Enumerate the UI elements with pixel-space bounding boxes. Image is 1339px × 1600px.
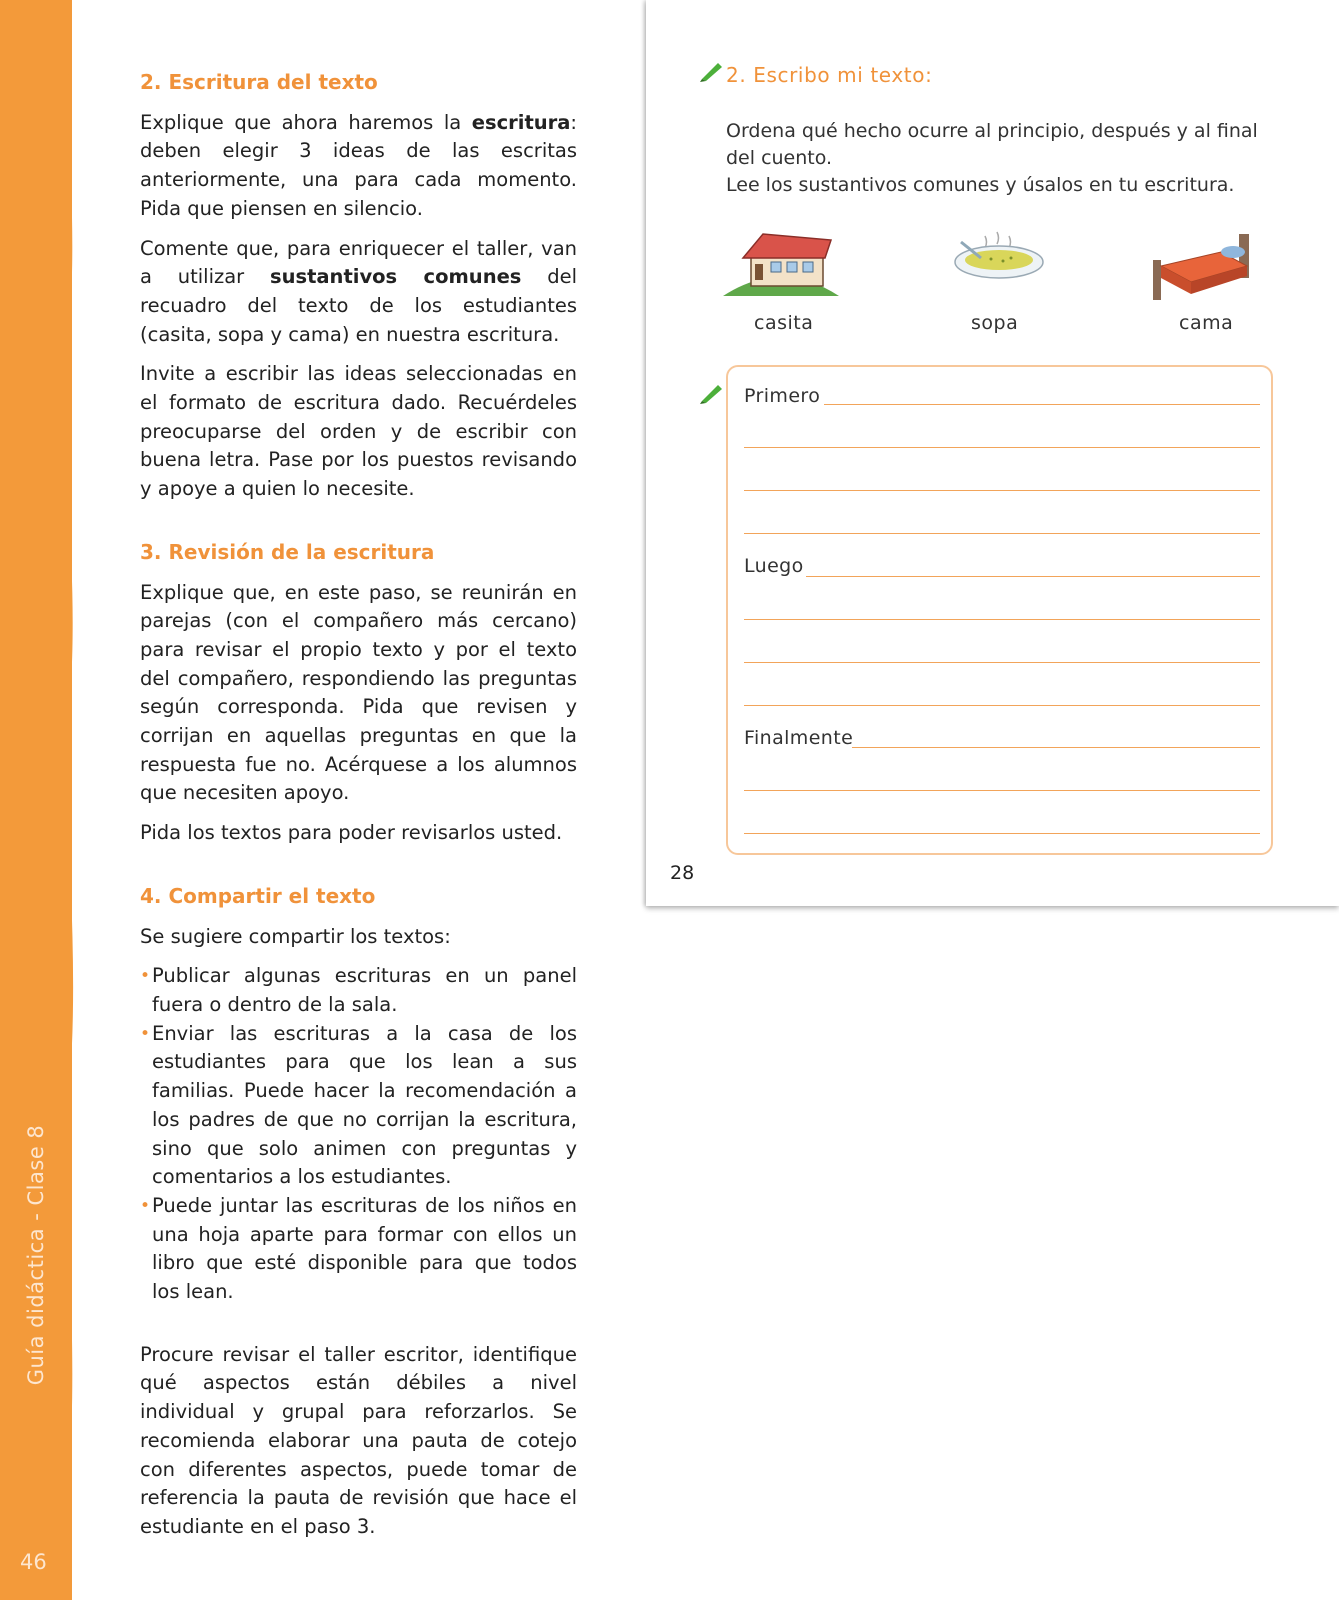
- list-item: • Puede juntar las escrituras de los niños en una hoja aparte para formar con ellos un libro que esté disponible para que todos los lean.: [140, 1193, 577, 1304]
- label-primero: Primero: [744, 385, 821, 407]
- paragraph: Explique que, en este paso, se reunirán en parejas (con el compañero más cercano) para revisar el propio texto y por el texto del compañero, respondiendo las preguntas según corresponda. Pida que revisen y corrijan en aquellas preguntas en que la respuesta fue no. Acérquese a los alumnos que necesiten apoyo.: [140, 580, 577, 805]
- section-escritura: [140, 68, 577, 504]
- writing-box: [726, 365, 1273, 855]
- writing-line: [744, 447, 1260, 448]
- writing-line: [744, 790, 1260, 791]
- list-item: • Enviar las escrituras a la casa de los estudiantes para que los lean a sus familias. Puede hacer la recomendación a los padres de que no corrijan la escritura, sino que solo animen con preguntas y comentarios a los estudiantes.: [140, 1021, 577, 1189]
- page-number-left: 46: [20, 1550, 47, 1574]
- bullet-icon: •: [140, 1023, 151, 1044]
- section-revision: [140, 538, 577, 848]
- word-sopa: sopa: [971, 312, 1019, 334]
- section-title-escritura: 2. Escritura del texto: [140, 70, 378, 94]
- workbook-page: [646, 0, 1339, 906]
- writing-line: [744, 490, 1260, 491]
- paragraph: Invite a escribir las ideas seleccionadas en el formato de escritura dado. Recuérdeles preocuparse del orden y de escribir con buena letra. Pase por los puestos revisando y apoye a quien lo necesite.: [140, 362, 577, 501]
- page-number-right: 28: [670, 862, 695, 884]
- guide-class-label: Guía didáctica - Clase 8: [24, 1124, 48, 1386]
- guide-column: [140, 68, 577, 1553]
- house-icon: [721, 228, 841, 300]
- section-title-revision: 3. Revisión de la escritura: [140, 539, 435, 564]
- pencil-icon: [698, 60, 724, 82]
- writing-line: [744, 533, 1260, 534]
- writing-line: [744, 833, 1260, 834]
- paragraph: Pida los textos para poder revisarlos usted.: [140, 821, 563, 845]
- writing-line: [744, 662, 1260, 663]
- workbook-title: 2. Escribo mi texto:: [726, 63, 933, 87]
- bullet-icon: •: [140, 966, 151, 987]
- side-band: [0, 0, 72, 1600]
- bullet-list: [140, 962, 577, 1306]
- soup-bowl-icon: [951, 230, 1047, 288]
- list-item: • Publicar algunas escrituras en un panel fuera o dentro de la sala.: [140, 964, 577, 1016]
- pencil-icon: [698, 382, 724, 404]
- bed-icon: [1151, 230, 1261, 306]
- section-compartir: [140, 882, 577, 1542]
- instruction-nouns: Lee los sustantivos comunes y úsalos en tu escritura.: [726, 174, 1235, 196]
- bullet-icon: •: [140, 1195, 151, 1216]
- label-finalmente: Finalmente: [744, 727, 854, 749]
- paragraph: Explique que ahora haremos la escritura: deben elegir 3 ideas de las escritas anteriormente, una para cada momento. Pida que piensen en silencio.: [140, 110, 577, 220]
- word-cama: cama: [1179, 312, 1234, 334]
- writing-line: [852, 747, 1260, 748]
- writing-line: [744, 619, 1260, 620]
- writing-line: [806, 576, 1260, 577]
- paragraph: Procure revisar el taller escritor, identifique qué aspectos están débiles a nivel individual y grupal para reforzarlos. Se recomienda elaborar una pauta de cotejo con diferentes aspectos, puede tomar de referencia la pauta de revisión que hace el estudiante en el paso 3.: [140, 1342, 577, 1538]
- instruction-order: Ordena qué hecho ocurre al principio, después y al final del cuento.: [726, 120, 1258, 169]
- workbook-instructions: [726, 118, 1266, 199]
- writing-line: [744, 705, 1260, 706]
- paragraph: Se sugiere compartir los textos:: [140, 924, 451, 948]
- paragraph: Comente que, para enriquecer el taller, van a utilizar sustantivos comunes del recuadro del texto de los estudiantes (casita, sopa y cama) en nuestra escritura.: [140, 236, 577, 346]
- section-title-compartir: 4. Compartir el texto: [140, 883, 376, 908]
- word-casita: casita: [754, 312, 814, 334]
- label-luego: Luego: [744, 555, 804, 577]
- writing-line: [824, 404, 1260, 405]
